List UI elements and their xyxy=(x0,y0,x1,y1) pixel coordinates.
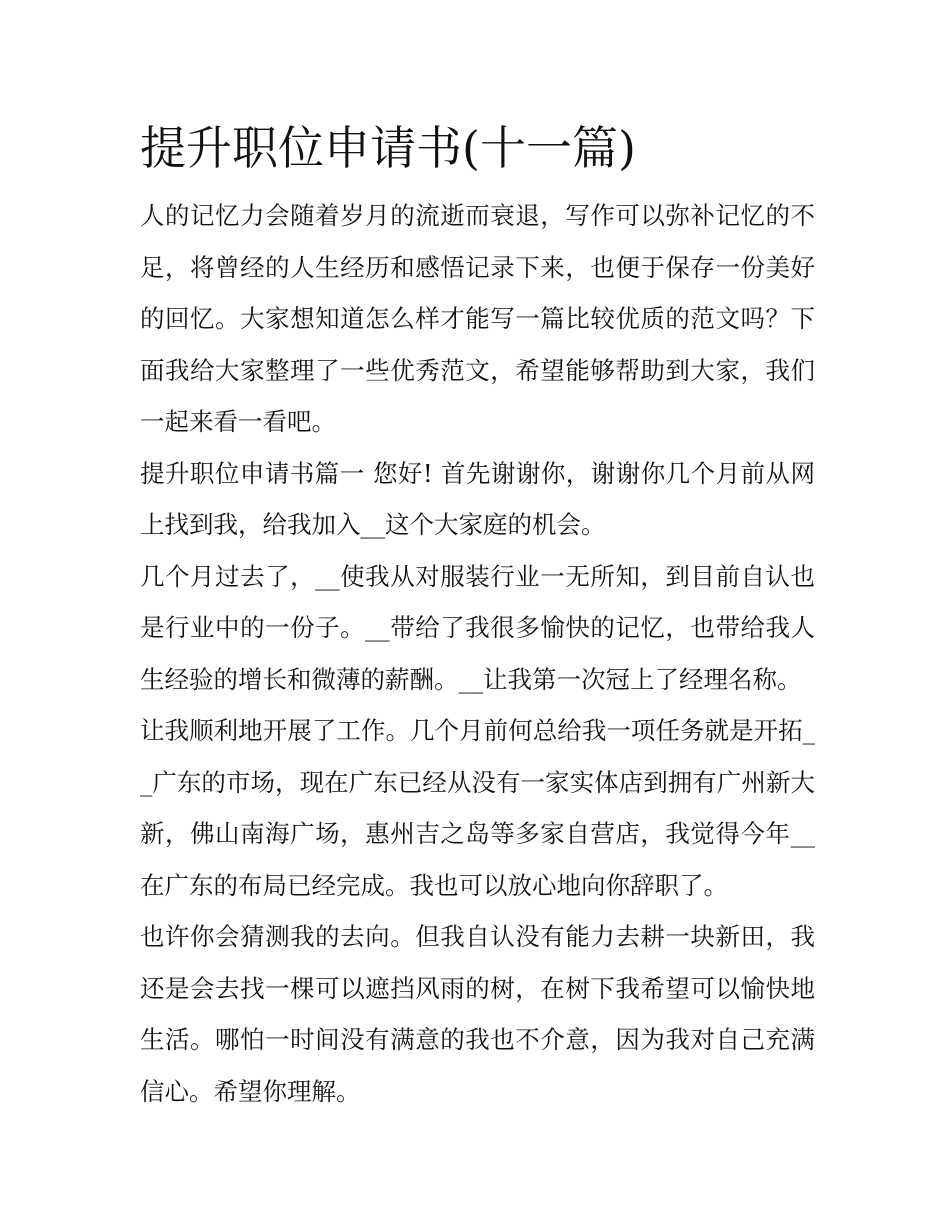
paragraph-4: 也许你会猜测我的去向。但我自认没有能力去耕一块新田，我还是会去找一棵可以遮挡风雨的树，在树下我希望可以愉快地生活。哪怕一时间没有满意的我也不介意，因为我对自己充满信心。希望你理解。 xyxy=(140,922,815,1106)
paragraph-intro: 人的记忆力会随着岁月的流逝而衰退，写作可以弥补记忆的不足，将曾经的人生经历和感悟记录下来，也便于保存一份美好的回忆。大家想知道怎么样才能写一篇比较优质的范文吗？下面我给大家整理了一些优秀范文，希望能够帮助到大家，我们一起来看一看吧。 xyxy=(140,201,815,436)
paragraph-3: 让我顺利地开展了工作。几个月前何总给我一项任务就是开拓__广东的市场，现在广东已经从没有一家实体店到拥有广州新大新，佛山南海广场，惠州吉之岛等多家自营店，我觉得今年__在广东的布局已经完成。我也可以放心地向你辞职了。 xyxy=(140,716,815,900)
document-title: 提升职位申请书(十一篇) xyxy=(140,121,636,175)
document-page xyxy=(140,112,815,1117)
paragraph-1: 提升职位申请书篇一 您好! 首先谢谢你，谢谢你几个月前从网上找到我，给我加入__这个大家庭的机会。 xyxy=(140,458,815,539)
paragraph-2: 几个月过去了，__使我从对服装行业一无所知，到目前自认也是行业中的一份子。__带给了我很多愉快的记忆，也带给我人生经验的增长和微薄的薪酬。__让我第一次冠上了经理名称。 xyxy=(140,561,815,694)
